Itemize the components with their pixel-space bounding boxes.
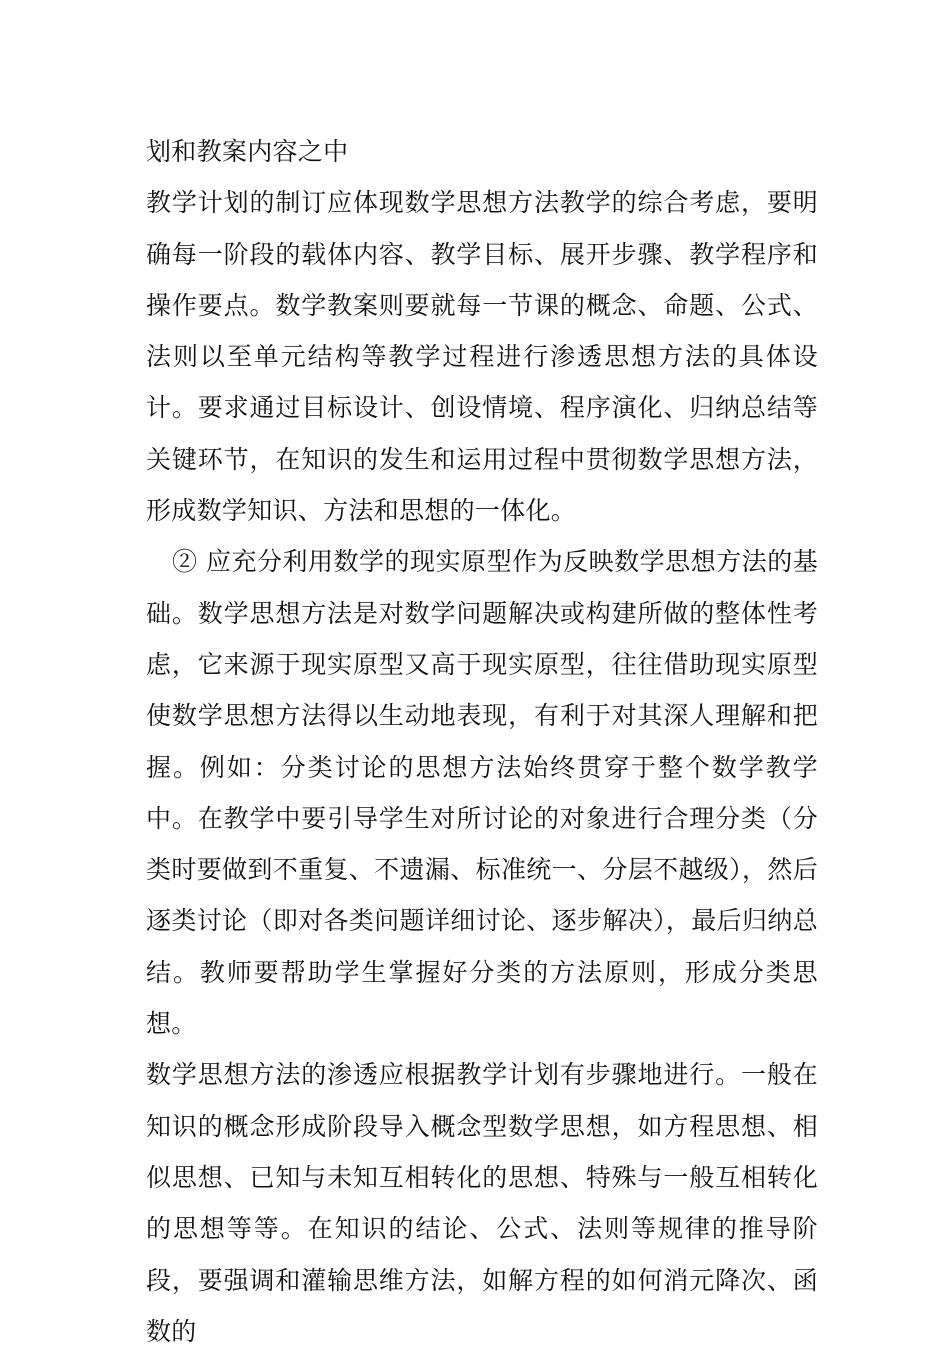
paragraph-infiltration-steps: 数学思想方法的渗透应根据教学计划有步骤地进行。一般在知识的概念形成阶段导入概念型数学思想，如方程思想、相似思想、已知与未知互相转化的思想、特殊与一般互相转化的思想等等。在知识的结论、公式、法则等规律的推导阶段，要强调和灌输思维方法，如解方程的如何消元降次、函数的: [146, 1060, 818, 1346]
body-text: [146, 126, 818, 1357]
paragraph-reality-prototype: ② 应充分利用数学的现实原型作为反映数学思想方法的基础。数学思想方法是对数学问题解决或构建所做的整体性考虑，它来源于现实原型又高于现实原型，往往借助现实原型使数学思想方法得以生动地表现，有利于对其深人理解和把握。例如：分类讨论的思想方法始终贯穿于整个数学教学中。在教学中要引导学生对所讨论的对象进行合理分类（分类时要做到不重复、不遗漏、标准统一、分层不越级），然后逐类讨论（即对各类问题详细讨论、逐步解决），最后归纳总结。教师要帮助学生掌握好分类的方法原则，形成分类思想。: [146, 547, 818, 1039]
paragraph-continuation: 划和教案内容之中: [146, 137, 349, 166]
paragraph-teaching-plan: 教学计划的制订应体现数学思想方法教学的综合考虑，要明确每一阶段的载体内容、教学目标、展开步骤、教学程序和操作要点。数学教案则要就每一节课的概念、命题、公式、法则以至单元结构等教学过程进行渗透思想方法的具体设计。要求通过目标设计、创设情境、程序演化、归纳总结等关键环节，在知识的发生和运用过程中贯彻数学思想方法，形成数学知识、方法和思想的一体化。: [146, 188, 818, 526]
